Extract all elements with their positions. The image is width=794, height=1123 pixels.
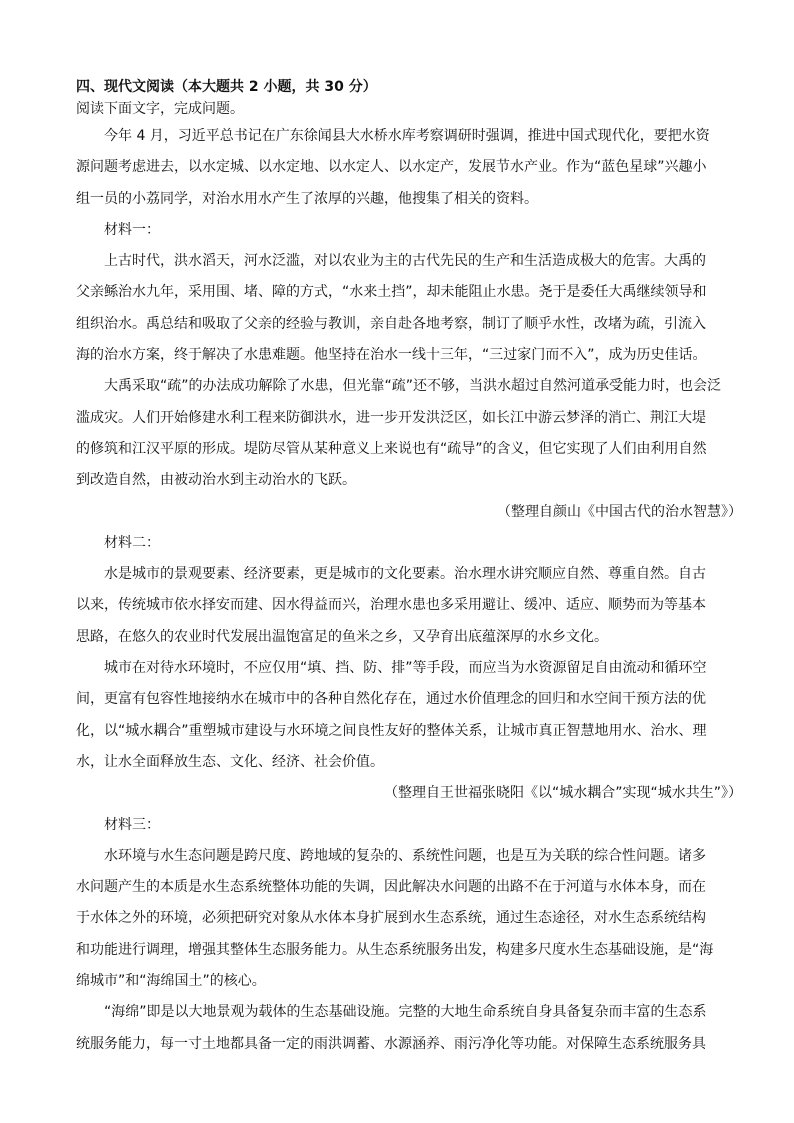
material-2-paragraph-1 — [76, 564, 742, 658]
intro-paragraph — [76, 126, 742, 220]
text-line: 思路，在悠久的农业时代发展出温饱富足的鱼米之乡，又孕育出底蕴深厚的水乡文化。 — [76, 628, 608, 645]
text-line: 源问题考虑进去，以水定城、以水定地、以水定人、以水定产，发展节水产业。作为“蓝色星球”兴趣小 — [76, 159, 707, 176]
material-3-paragraph-1 — [76, 846, 742, 1002]
material-1-source: （整理自颜山《中国古代的治水智慧》） — [497, 503, 742, 520]
text-line: 上古时代，洪水滔天，河水泛滥，对以农业为主的古代先民的生产和生活造成极大的危害。大禹的 — [104, 253, 706, 270]
material-3-paragraph-2 — [76, 1002, 742, 1065]
text-line: 水是城市的景观要素、经济要素，更是城市的文化要素。治水理水讲究顺应自然、尊重自然。自古 — [104, 566, 706, 583]
section-title: 四、现代文阅读（本大题共 2 小题，共 30 分） — [76, 79, 377, 95]
text-line: 和功能进行调理，增强其整体生态服务能力。从生态系统服务出发，构建多尺度水生态基础设施，是“海 — [76, 941, 714, 958]
text-line: 父亲鲧治水九年，采用围、堵、障的方式，“水来土挡”，却未能阻止水患。尧于是委任大禹继续领导和 — [76, 284, 707, 301]
material-2-paragraph-2 — [76, 658, 742, 783]
text-line: 滥成灾。人们开始修建水利工程来防御洪水，进一步开发洪泛区，如长江中游云梦泽的消亡、荆江大堤 — [76, 409, 706, 426]
text-line: 间，更富有包容性地接纳水在城市中的各种自然化存在，通过水价值理念的回归和水空间干预方法的优 — [76, 691, 706, 708]
text-line: 海的治水方案，终于解决了水患难题。他坚持在治水一线十三年，“三过家门而不入”，成为历史佳话。 — [76, 347, 707, 364]
material-1-label: 材料一： — [104, 221, 160, 238]
text-line: 水问题产生的本质是水生态系统整体功能的失调，因此解决水问题的出路不在于河道与水体本身，而在 — [76, 879, 706, 896]
instruction-text: 阅读下面文字，完成问题。 — [76, 101, 244, 117]
text-line: 统服务能力，每一寸土地都具备一定的雨洪调蓄、水源涵养、雨污净化等功能。对保障生态系统服务具 — [76, 1035, 706, 1052]
text-line: 于水体之外的环境，必须把研究对象从水体本身扩展到水生态系统，通过生态途径，对水生态系统结构 — [76, 910, 706, 927]
text-line: 以来，传统城市依水择安而建、因水得益而兴，治理水患也多采用避让、缓冲、适应、顺势而为等基本 — [76, 597, 706, 614]
text-line: “海绵”即是以大地景观为载体的生态基础设施。完整的大地生命系统自身具备复杂而丰富的生态系 — [104, 1004, 707, 1021]
text-line: 组一员的小荔同学，对治水用水产生了浓厚的兴趣，他搜集了相关的资料。 — [76, 190, 538, 207]
document-page — [76, 76, 742, 1065]
text-line: 水，让水全面释放生态、文化、经济、社会价值。 — [76, 753, 384, 770]
material-3-label: 材料三： — [104, 816, 160, 833]
text-line: 水环境与水生态问题是跨尺度、跨地域的复杂的、系统性问题，也是互为关联的综合性问题。诸多 — [104, 847, 706, 864]
material-2-source: （整理自王世福张晓阳《以“城水耦合”实现“城水共生”》） — [383, 785, 742, 802]
text-line: 今年 4 月，习近平总书记在广东徐闻县大水桥水库考察调研时强调，推进中国式现代化，要把水资 — [104, 128, 710, 144]
text-line: 组织治水。禹总结和吸取了父亲的经验与教训，亲自赴各地考察，制订了顺乎水性，改堵为疏，引流入 — [76, 315, 706, 332]
text-line: 的修筑和江汉平原的形成。堤防尽管从某种意义上来说也有“疏导”的含义，但它实现了人们由利用自然 — [76, 440, 707, 457]
text-line: 化，以“城水耦合”重塑城市建设与水环境之间良性友好的整体关系，让城市真正智慧地用水、治水、理 — [76, 722, 707, 739]
material-2-label: 材料二： — [104, 534, 160, 551]
text-line: 大禹采取“疏”的办法成功解除了水患，但光靠“疏”还不够，当洪水超过自然河道承受能力时，也会泛 — [104, 378, 722, 395]
text-line: 绵城市”和“海绵国土”的核心。 — [76, 973, 266, 990]
material-1-paragraph-1 — [76, 251, 742, 376]
text-line: 城市在对待水环境时，不应仅用“填、挡、防、排”等手段，而应当为水资源留足自由流动和循环空 — [104, 660, 707, 677]
material-1-paragraph-2 — [76, 376, 742, 501]
text-line: 到改造自然，由被动治水到主动治水的飞跃。 — [76, 472, 356, 489]
